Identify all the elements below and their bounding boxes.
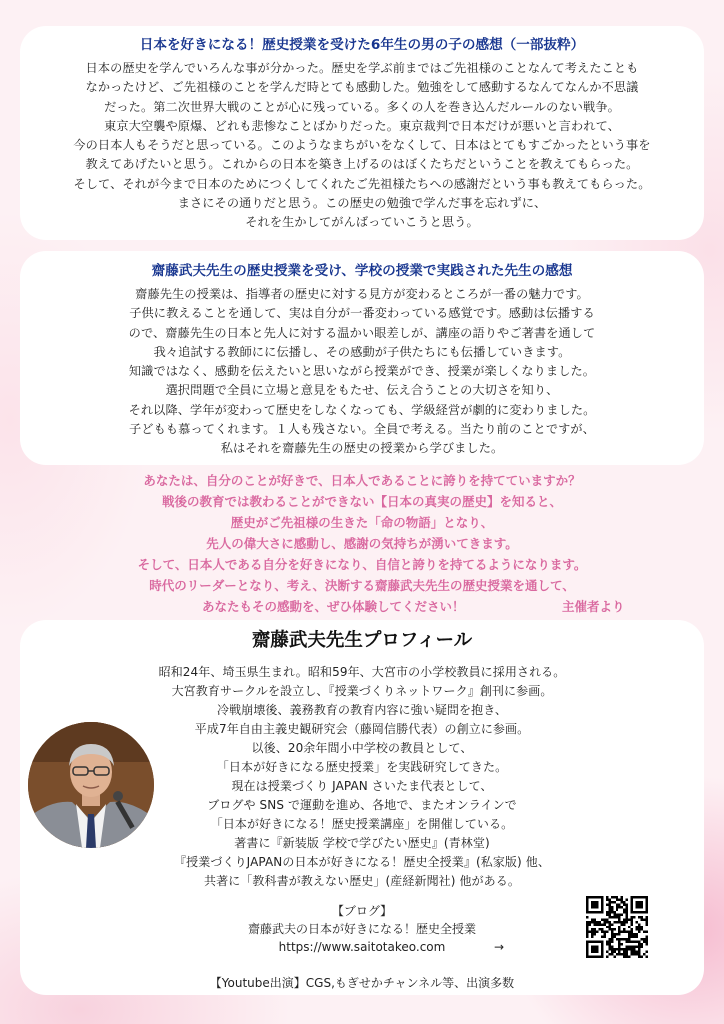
text-line: 大宮教育サークルを設立し、『授業づくりネットワーク』創刊に参画。 (171, 684, 553, 698)
message-final-text: あなたもその感動を、ぜひ体験してください！ (202, 599, 465, 614)
text-line: 齋藤先生の授業は、指導者の歴史に対する見方が変わるところが一番の魅力です。 (135, 287, 589, 301)
text-line: 平成7年自由主義史観研究会（藤岡信勝代表）の創立に参画。 (194, 722, 530, 736)
text-line: だった。第二次世界大戦のことが心に残っている。多くの人を巻き込んだルールのない戦争。 (104, 99, 620, 114)
profile-card (20, 620, 704, 995)
profile-title: 齋藤武夫先生プロフィール (251, 630, 473, 651)
message-line: 時代のリーダーとなり、考え、決断する齋藤武夫先生の歴史授業を通して、 (149, 578, 575, 593)
text-line: 知識ではなく、感動を伝えたいと思いながら授業ができ、授業が楽しくなりました。 (128, 364, 596, 379)
text-line: それを生かしてがんばっていこうと思う。 (245, 215, 479, 230)
arrow-right-icon: → (494, 940, 505, 954)
text-line: 子どもも慕ってくれます。１人も残さない。全員で考える。当たり前のことですが、 (129, 422, 595, 437)
text-line: 子供に教えることを通して、実は自分が一番変わっている感覚です。感動は伝播する (129, 306, 595, 321)
message-line: あなたは、自分のことが好きで、日本人であることに誇りを持てていますか？ (143, 473, 581, 488)
blog-title: 齋藤武夫の日本が好きになる！歴史全授業 (247, 922, 476, 936)
student-impression-text (20, 59, 704, 233)
text-line: 以後、20余年間小中学校の教員として、 (251, 741, 473, 755)
organizer-signature: 主催者より (562, 599, 625, 614)
message-line: そして、日本人である自分を好きになり、自信と誇りを持てるようになります。 (137, 557, 587, 572)
teacher-impression-card (20, 251, 704, 465)
text-line: そして、それが今まで日本のためにつくしてくれたご先祖様たちへの感謝だという事も教えてもらった。 (73, 176, 651, 191)
text-line: 東京大空襲や原爆、どれも悲惨なことばかりだった。東京裁判で日本だけが悪いと言われて、 (104, 118, 620, 133)
message-line: 歴史がご先祖様の生きた「命の物語」となり、 (230, 515, 494, 530)
student-impression-card (20, 26, 704, 240)
text-line: 今の日本人もそうだと思っている。このようなまちがいをなくして、日本はとてもすごかったという事を (73, 138, 651, 153)
text-line: 昭和24年、埼玉県生まれ。昭和59年、大宮市の小学校教員に採用される。 (158, 665, 566, 679)
text-line: ブログや SNS で運動を進め、各地で、またオンラインで (207, 798, 517, 812)
teacher-impression-text (20, 285, 704, 459)
text-line: 著書に『新装版 学校で学びたい歴史』(青林堂) (234, 836, 490, 850)
teacher-photo (28, 722, 154, 848)
blog-url-link[interactable]: https://www.saitotakeo.com (278, 940, 446, 954)
organizer-message (0, 470, 724, 617)
youtube-appearances: 【Youtube出演】CGS,もぎせかチャンネル等、出演多数 (209, 976, 515, 990)
text-line: 私はそれを齋藤先生の歴史の授業から学びました。 (220, 441, 504, 456)
message-line: 先人の偉大さに感動し、感謝の気持ちが湧いてきます。 (206, 536, 518, 551)
student-impression-title: 日本を好きになる！歴史授業を受けた6年生の男の子の感想（一部抜粋） (139, 37, 585, 53)
qr-code-icon[interactable] (586, 896, 648, 958)
text-line: 共著に「教科書が教えない歴史」(産経新聞社) 他がある。 (204, 874, 520, 888)
text-line: まさにその通りだと思う。この歴史の勉強で学んだ事を忘れずに、 (177, 196, 547, 211)
text-line: 選択問題で全員に立場と意見をもたせ、伝え合うことの大切さを知り、 (165, 383, 559, 398)
message-line: 戦後の教育では教わることができない【日本の真実の歴史】を知ると、 (161, 494, 562, 509)
text-line: 教えてあげたいと思う。これからの日本を築き上げるのはぼくたちだということを教えてもらった。 (85, 157, 639, 172)
text-line: ので、齋藤先生の日本と先人に対する温かい眼差しが、講座の語りやご著書を通して (128, 325, 596, 340)
text-line: なかったけど、ご先祖様のことを学んだ時とても感動した。勉強をして感動するなんてなんか不思議 (85, 80, 639, 95)
text-line: 冷戦崩壊後、義務教育の教育内容に強い疑問を抱き、 (217, 703, 507, 717)
text-line: 我々追試する教師にに伝播し、その感動が子供たちにも伝播していきます。 (153, 344, 571, 359)
text-line: 日本の歴史を学んでいろんな事が分かった。歴史を学ぶ前まではご先祖様のことなんて考えたことも (85, 61, 639, 75)
text-line: 『授業づくりJAPANの日本が好きになる！歴史全授業』(私家版) 他、 (174, 855, 550, 869)
text-line: 現在は授業づくり JAPAN さいたま代表として、 (231, 779, 493, 793)
text-line: 「日本が好きになる！歴史授業講座」を開催している。 (210, 817, 514, 831)
text-line: 「日本が好きになる歴史授業」を実践研究してきた。 (216, 760, 508, 774)
text-line: それ以降、学年が変わって歴史をしなくなっても、学級経営が劇的に変わりました。 (128, 402, 596, 417)
blog-heading: 【ブログ】 (331, 904, 393, 918)
message-line-last (0, 596, 724, 617)
teacher-impression-title: 齋藤武夫先生の歴史授業を受け、学校の授業で実践された先生の感想 (151, 263, 573, 279)
